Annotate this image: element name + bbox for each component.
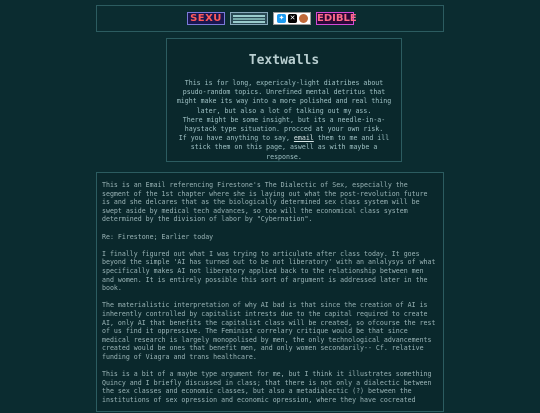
intro-text-fragment: them to me and ill stick them on this page, aswell as with maybe a response. (190, 134, 390, 161)
bar-line-icon (233, 21, 265, 23)
page-title: Textwalls (248, 53, 320, 68)
bird-icon: ✦ (278, 14, 285, 22)
bar-line-icon (233, 15, 265, 17)
top-nav (96, 5, 444, 32)
intro-line (173, 134, 395, 162)
edible-badge-label: EDIBLE (317, 13, 357, 24)
x-icon: ✕ (289, 14, 296, 22)
sexu-badge-label: SEXU (190, 13, 222, 24)
bar-line-icon (233, 18, 265, 20)
entry-paragraph: This is an Email referencing Firestone's The Dialectic of Sex, especially the segment of the 1st chapter where she is laying out what the post-revolution future is and she delcares that as the biologically determined sex class system will be swept aside by medical tech advances, so too will the economical class system determined by the division of labor by "Cybernation". (102, 181, 428, 224)
entry-paragraph: This is a bit of a maybe type argument for me, but I think it illustrates something Quincy and I briefly discussed in class; that there is not only a dialectic between the sex classes and economic classes, but also a metadialectic (?) between the institutions of sex opression and economic opression, where they have cocreated (102, 370, 432, 404)
intro-text (173, 79, 395, 162)
bars-badge-button[interactable] (230, 12, 268, 25)
textwall-entry (96, 172, 444, 412)
intro-text-fragment: If you have anything to say, (178, 134, 294, 143)
entry-paragraph: Re: Firestone; Earlier today (102, 232, 214, 241)
intro-line: There might be some insight, but its a needle-in-a-haystack type situation. procced at your own risk. (182, 115, 386, 134)
intro-line: This is for long, expericaly-light diatribes about psudo-random topics. Unrefined mental detritus that might make its way into a more polished and real thing later, but also a lot of talking out my ass. (176, 79, 392, 115)
avatar-icon (299, 14, 308, 23)
intro-panel (166, 38, 402, 162)
sexu-badge-button[interactable] (187, 12, 225, 25)
edible-badge-button[interactable] (316, 12, 357, 25)
social-badge-button[interactable] (273, 12, 311, 25)
entry-body (102, 181, 438, 413)
email-link[interactable]: email (293, 134, 314, 143)
entry-paragraph: I finally figured out what I was trying to articulate after class today. It goes beyond the simple 'AI has turned out to be not liberatory' with an anlalysys of what specifically makes AI not liberatory applied back to the relationship between men and women. It is entirely possible this sort of argument is addressed later in the book. (102, 249, 436, 293)
entry-paragraph: The materialistic interpretation of why AI bad is that since the creation of AI is inherently controlled by capitalist intrests due to the capital required to create AI, only AI that benefits the capitalist class will be created, so ofcourse the rest of us find it oppressive. The Feminist correlary critique would be that since medical research is largely monopolised by men, the only technological advancements created would be ones that benefit men, and only women secondarily-- Cf. relative funding of Viagra and trans healthcare. (102, 301, 436, 361)
